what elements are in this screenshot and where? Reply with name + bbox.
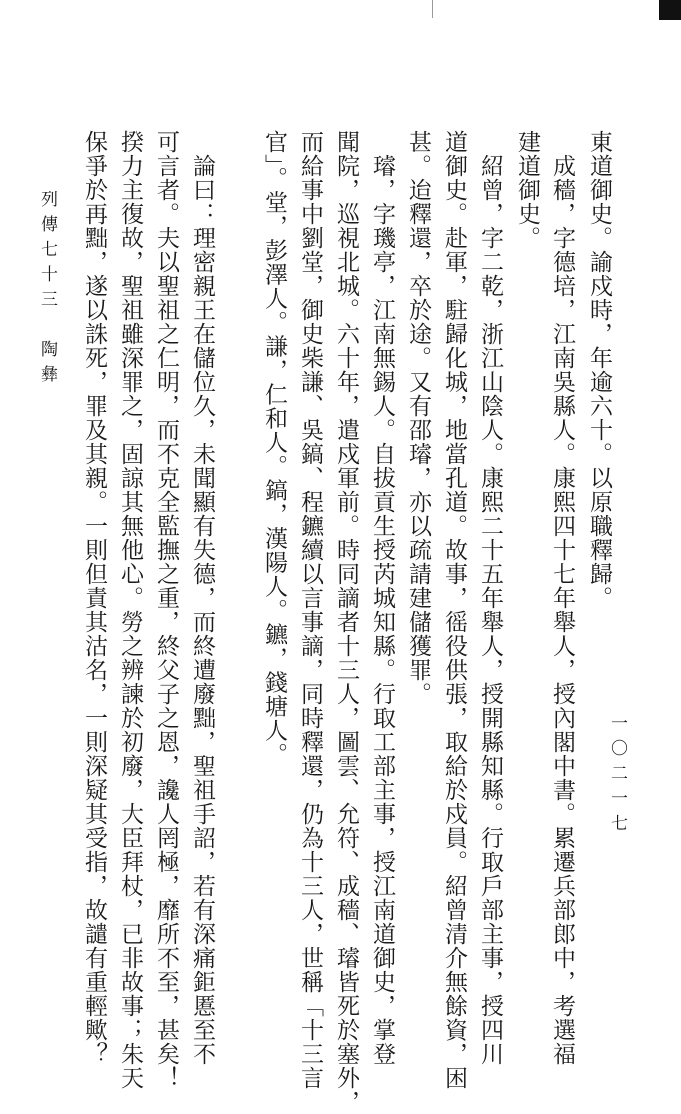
text-column-7: 璿，字璣亭，江南無錫人。自拔貢生授芮城知縣。行取工部主事，授江南道御史，掌登 — [369, 130, 395, 1066]
text-column-9: 而給事中劉堂，御史柴謙、吳鎬、程鑣續以言事謫，同時釋還，仍為十三人，世稱「十三言 — [297, 130, 323, 1090]
page-number: 一〇二一七 — [607, 714, 627, 839]
scan-artifact-line — [432, 0, 433, 18]
text-column-10: 官」。堂，彭澤人。謙，仁和人。鎬，漢陽人。鑣，錢塘人。 — [261, 130, 287, 767]
text-column-4: 紹曾，字二乾，浙江山陰人。康熙二十五年舉人，授開縣知縣。行取戶部主事，授四川 — [477, 130, 503, 1066]
text-column-1: 東道御史。諭戍時，年逾六十。以原職釋歸。 — [586, 130, 612, 610]
text-column-2: 成穡，字德培，江南吳縣人。康熙四十七年舉人，授內閣中書。累遷兵部郎中，考選福 — [549, 130, 575, 1066]
text-column-13: 可言者。夫以聖祖之仁明，而不克全監撫之重，終父子之恩，讒人罔極，靡所不至，甚矣！ — [153, 130, 179, 1090]
text-column-5: 道御史。赴軍，駐歸化城，地當孔道。故事，徭役供張，取給於戍員。紹曾清介無餘資，困 — [441, 130, 467, 1090]
text-column-8: 聞院，巡視北城。六十年，遣戍軍前。時同謫者十三人，圖雲、允符、成穡、璿皆死於塞外， — [333, 130, 359, 1114]
text-column-14: 揆力主復故，聖祖雖深罪之，固諒其無他心。勞之辨諫於初廢，大臣拜杖，已非故事；朱天 — [117, 130, 143, 1090]
text-column-3: 建道御史。 — [514, 130, 540, 250]
text-column-6: 甚。迨釋還，卒於途。又有邵璿，亦以疏請建儲獲罪。 — [405, 130, 431, 706]
scan-edge-mark — [659, 0, 681, 20]
text-column-12: 論曰：理密親王在儲位久，未聞顯有失德，而終遭廢黜，聖祖手詔，若有深痛鉅慝至不 — [189, 130, 215, 1066]
running-head: 列傳七十三 陶彝 — [37, 190, 57, 390]
text-column-15: 保爭於再黜，遂以誅死，罪及其親。一則但責其沽名，一則深疑其受指，故譴有重輕歟？ — [81, 130, 107, 1066]
